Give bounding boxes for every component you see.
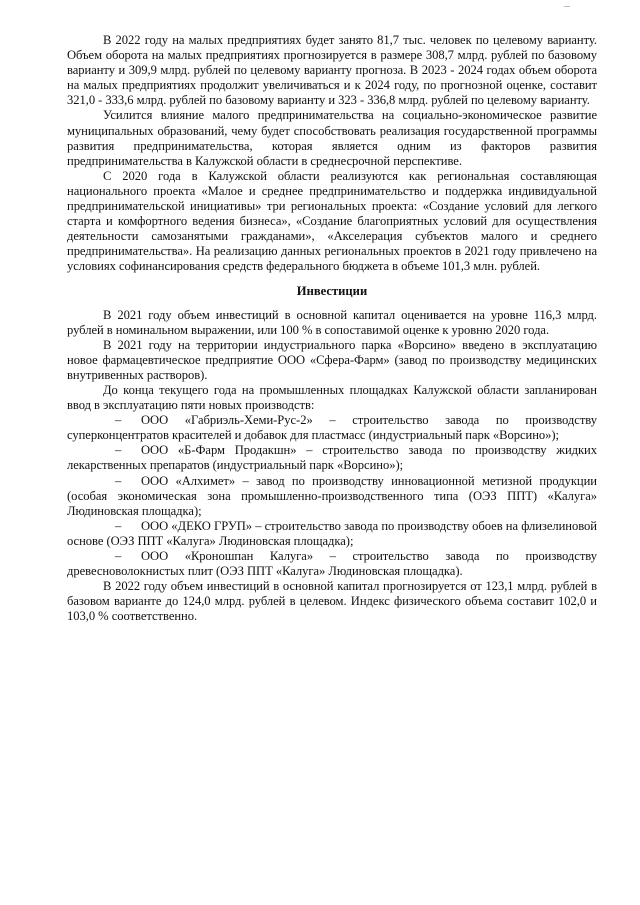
spacer: [67, 275, 597, 284]
list-item-text: ООО «Алхимет» – завод по производству инновационной метизной продукции (особая экономическая зона промышленно-производственного типа (ОЭЗ ППТ) «Калуга» Людиновская площадка);: [67, 473, 597, 518]
paragraph-small-business-turnover: В 2022 году на малых предприятиях будет занято 81,7 тыс. человек по целевому варианту. Объем оборота на малых предприятиях прогнозируется в размере 308,7 млрд. рублей по базовому варианту и 309,9 млрд. рублей по целевому варианту прогноза. В 2023 - 2024 годах объем оборота на малых предприятиях продолжит увеличиваться и к 2024 году, по прогнозной оценке, составит 321,0 - 333,6 млрд. рублей по базовому варианту и 323 - 336,8 млрд. рублей по целевому варианту.: [67, 33, 597, 108]
list-item: [67, 474, 597, 519]
list-dash: –: [115, 443, 122, 458]
list-item-text: ООО «Б-Фарм Продакшн» – строительство завода по производству жидких лекарственных препаратов (индустриальный парк «Ворсино»);: [67, 443, 597, 473]
paragraph-regional-projects: С 2020 года в Калужской области реализуются как региональная составляющая национального проекта «Малое и среднее предпринимательство и поддержка индивидуальной предпринимательской инициативы» три региональных проекта: «Создание условий для легкого старта и комфортного ведения бизнеса», «Создание благоприятных условий для осуществления деятельности самозанятыми гражданами», «Акселерация субъектов малого и среднего предпринимательства». На реализацию данных региональных проектов в 2021 году привлечено на условиях софинансирования средств федерального бюджета в объеме 101,3 млн. рублей.: [67, 168, 597, 274]
scan-mark: [564, 6, 570, 7]
list-item: [67, 519, 597, 549]
list-item-text: ООО «Габриэль-Хеми-Рус-2» – строительство завода по производству суперконцентратов красителей и добавок для пластмасс (индустриальный парк «Ворсино»);: [67, 413, 597, 443]
spacer: [67, 299, 597, 308]
list-item: [67, 443, 597, 473]
paragraph-small-business-influence: Усилится влияние малого предпринимательства на социально-экономическое развитие муниципальных образований, чему будет способствовать реализация государственной программы развития предпринимательства, которая является одним из факторов развития предпринимательства в Калужской области в среднесрочной перспективе.: [67, 108, 597, 168]
list-item: [67, 413, 597, 443]
list-item-text: ООО «Кроношпан Калуга» – строительство завода по производству древесноволокнистых плит (ОЭЗ ППТ «Калуга» Людиновская площадка).: [67, 549, 597, 579]
list-dash: –: [115, 473, 122, 488]
list-dash: –: [115, 518, 122, 533]
list-dash: –: [115, 413, 122, 428]
paragraph-new-productions-intro: До конца текущего года на промышленных площадках Калужской области запланирован ввод в эксплуатацию пяти новых производств:: [67, 382, 597, 413]
list-item-text: ООО «ДЕКО ГРУП» – строительство завода по производству обоев на флизелиновой основе (ОЭЗ ППТ «Калуга» Людиновская площадка);: [67, 518, 597, 548]
paragraph-sfera-farm: В 2021 году на территории индустриального парка «Ворсино» введено в эксплуатацию новое фармацевтическое предприятие ООО «Сфера-Фарм» (завод по производству медицинских внутривенных растворов).: [67, 337, 597, 382]
paragraph-investment-2021: В 2021 году объем инвестиций в основной капитал оценивается на уровне 116,3 млрд. рублей в номинальном выражении, или 100 % в сопоставимой оценке к уровню 2020 года.: [67, 307, 597, 337]
section-heading-investments: Инвестиции: [296, 283, 368, 298]
paragraph-investment-forecast-2022: В 2022 году объем инвестиций в основной капитал прогнозируется от 123,1 млрд. рублей в базовом варианте до 124,0 млрд. рублей в целевом. Индекс физического объема составит 102,0 и 103,0 % соответственно.: [67, 579, 597, 624]
list-dash: –: [115, 549, 122, 563]
list-item: [67, 549, 597, 579]
